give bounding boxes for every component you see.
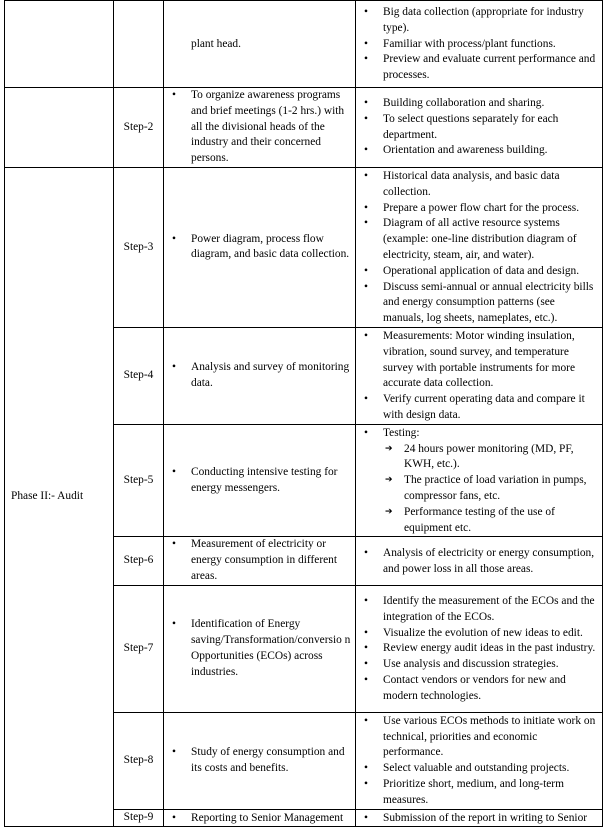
activities-cell: [356, 88, 603, 168]
description-cell: [164, 168, 356, 328]
list-item: • Verify current operating data and compare it with design data.: [356, 392, 602, 424]
list-item: • Visualize the evolution of new ideas to edit.: [356, 626, 602, 642]
sub-list-item: ➔ 24 hours power monitoring (MD, PF, KWH, etc.).: [383, 442, 598, 474]
activities-cell: [356, 537, 603, 585]
description-text: • To organize awareness programs and brief meetings (1-2 hrs.) with all the divisional heads of the industry and their concerned persons.: [164, 88, 355, 167]
list-item: • Analysis of electricity or energy consumption, and power loss in all those areas.: [356, 546, 602, 578]
list-item: • Prepare a power flow chart for the process.: [356, 201, 602, 217]
description-cell: [164, 809, 356, 827]
activities-cell: [356, 712, 603, 809]
description-text: • Study of energy consumption and its costs and benefits.: [164, 745, 355, 777]
list-item: • Discuss semi-annual or annual electricity bills and energy consumption patterns (see manuals, log sheets, nameplates, etc.).: [356, 280, 602, 327]
activities-cell: [356, 585, 603, 712]
list-item: [356, 426, 602, 537]
list-item: • Contact vendors or vendors for new and modern technologies.: [356, 673, 602, 705]
activities-cell: [356, 424, 603, 537]
step-cell: Step-9: [114, 809, 164, 827]
description-text: • Measurement of electricity or energy consumption in different areas.: [164, 537, 355, 584]
list-item: • Prioritize short, medium, and long-term measures.: [356, 777, 602, 809]
description-cell: [164, 537, 356, 585]
list-item: • Identify the measurement of the ECOs and the integration of the ECOs.: [356, 594, 602, 626]
list-item: • Orientation and awareness building.: [356, 143, 602, 159]
description-text: • Power diagram, process flow diagram, and basic data collection.: [164, 232, 355, 264]
activities-cell: [356, 168, 603, 328]
phase-cell-empty: [5, 88, 114, 168]
list-item: • Diagram of all active resource systems (example: one-line distribution diagram of electricity, steam, air, and water).: [356, 216, 602, 263]
description-text: • Identification of Energy saving/Transformation/conversio n Opportunities (ECOs) across industries.: [164, 617, 355, 680]
list-item: • Familiar with process/plant functions.: [356, 37, 602, 53]
sub-list-item: ➔ The practice of load variation in pumps, compressor fans, etc.: [383, 473, 598, 505]
phase-label: Phase II:- Audit: [5, 168, 114, 827]
list-item: • Big data collection (appropriate for industry type).: [356, 5, 602, 37]
list-item: • Review energy audit ideas in the past industry.: [356, 641, 602, 657]
description-cell: [164, 88, 356, 168]
list-item: • Use analysis and discussion strategies.: [356, 657, 602, 673]
step-cell: Step-5: [114, 424, 164, 537]
activities-cell: [356, 809, 603, 827]
step-cell: Step-2: [114, 88, 164, 168]
step-cell: [114, 1, 164, 88]
description-cell: [164, 327, 356, 424]
description-cell: [164, 424, 356, 537]
list-item: • Use various ECOs methods to initiate work on technical, priorities and economic performance.: [356, 714, 602, 761]
step-cell: Step-8: [114, 712, 164, 809]
step-cell: Step-4: [114, 327, 164, 424]
step-cell: Step-7: [114, 585, 164, 712]
list-item: • Select valuable and outstanding projects.: [356, 761, 602, 777]
energy-audit-table: [4, 0, 603, 827]
activities-cell: [356, 327, 603, 424]
list-item: • Submission of the report in writing to Senior: [356, 811, 602, 827]
description-text: plant head.: [191, 37, 241, 50]
list-item: • Operational application of data and design.: [356, 264, 602, 280]
description-cell: [164, 585, 356, 712]
phase-cell-empty: [5, 1, 114, 88]
list-item: • Building collaboration and sharing.: [356, 96, 602, 112]
list-item: • To select questions separately for each department.: [356, 112, 602, 144]
description-cell: [164, 712, 356, 809]
description-cell: [164, 1, 356, 88]
step-cell: Step-6: [114, 537, 164, 585]
testing-label: Testing:: [383, 426, 420, 439]
activities-cell: [356, 1, 603, 88]
step-cell: Step-3: [114, 168, 164, 328]
list-item: • Preview and evaluate current performance and processes.: [356, 52, 602, 84]
description-text: • Analysis and survey of monitoring data.: [164, 360, 355, 392]
list-item: • Historical data analysis, and basic data collection.: [356, 169, 602, 201]
sub-list-item: ➔ Performance testing of the use of equipment etc.: [383, 505, 598, 537]
description-text: • Conducting intensive testing for energy messengers.: [164, 465, 355, 497]
description-text: • Reporting to Senior Management: [164, 811, 355, 827]
list-item: • Measurements: Motor winding insulation, vibration, sound survey, and temperature survey with portable instruments for more accurate data collection.: [356, 329, 602, 392]
table-row: [5, 88, 603, 168]
table-row: [5, 1, 603, 88]
table-row: [5, 168, 603, 328]
